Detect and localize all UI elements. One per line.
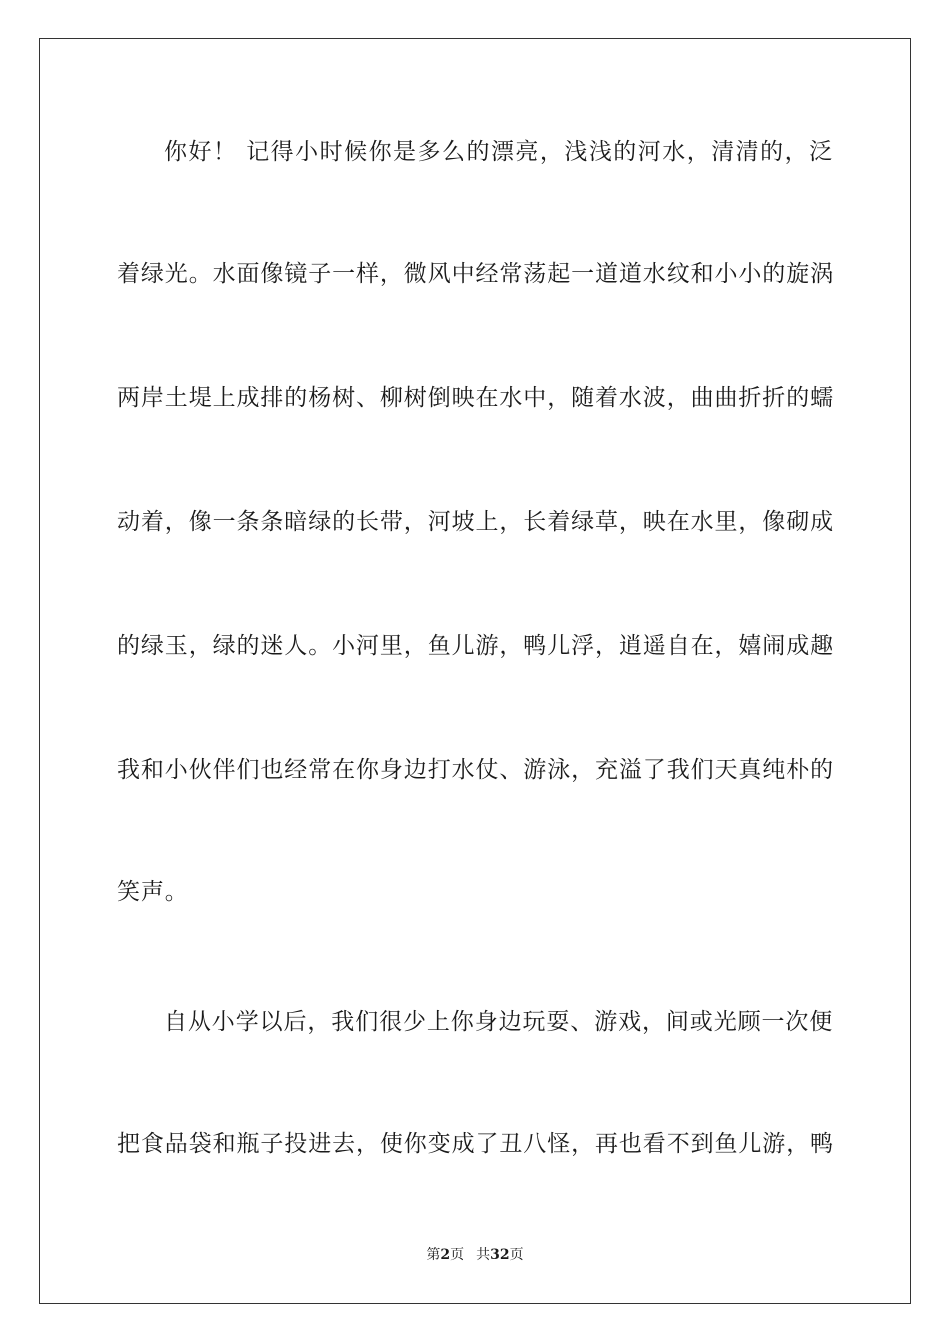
total-suffix: 页	[509, 1247, 524, 1263]
text-line: 笑声。	[117, 879, 189, 905]
page-prefix: 第	[426, 1247, 441, 1263]
text-line: 把食品袋和瓶子投进去，使你变成了丑八怪，再也看不到鱼儿游，鸭	[117, 1131, 834, 1157]
text-line: 的绿玉，绿的迷人。小河里，鱼儿游，鸭儿浮，逍遥自在，嬉闹成趣	[117, 633, 834, 659]
text-line: 你好！ 记得小时候你是多么的漂亮，浅浅的河水，清清的，泛	[164, 139, 833, 165]
text-line: 自从小学以后，我们很少上你身边玩耍、游戏，间或光顾一次便	[164, 1009, 834, 1035]
text-line: 动着，像一条条暗绿的长带，河坡上，长着绿草，映在水里，像砌成	[117, 509, 834, 535]
total-pages: 32	[490, 1247, 510, 1263]
text-line: 我和小伙伴们也经常在你身边打水仗、游泳，充溢了我们天真纯朴的	[117, 757, 834, 783]
page-suffix: 页	[450, 1247, 465, 1263]
page-frame	[39, 38, 911, 1304]
page-number: 2	[440, 1247, 451, 1263]
text-line: 着绿光。水面像镜子一样，微风中经常荡起一道道水纹和小小的旋涡	[117, 261, 834, 287]
total-prefix: 共	[476, 1247, 491, 1263]
text-line: 两岸土堤上成排的杨树、柳树倒映在水中，随着水波，曲曲折折的蠕	[117, 385, 834, 411]
page-footer	[0, 1246, 950, 1264]
